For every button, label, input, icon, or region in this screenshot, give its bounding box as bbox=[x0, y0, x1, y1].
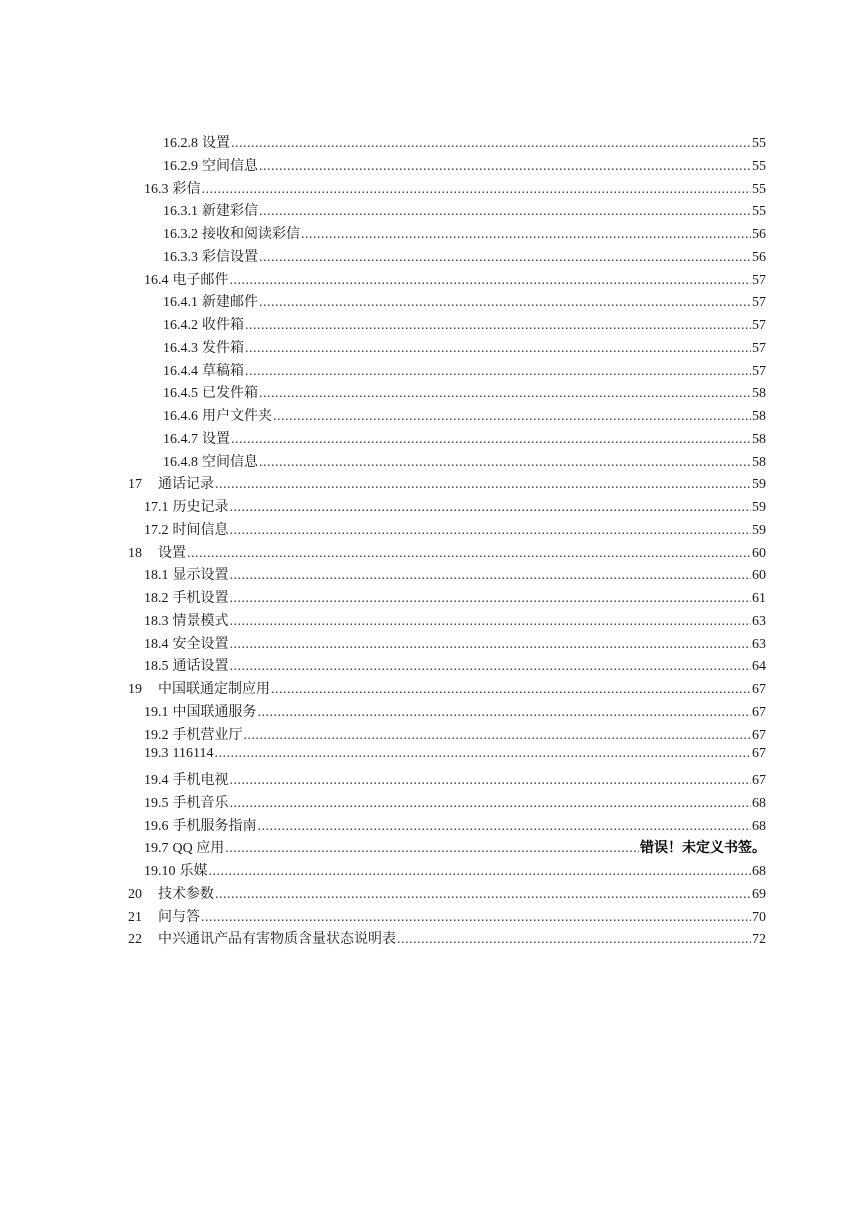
toc-entry[interactable] bbox=[128, 178, 766, 201]
toc-entry[interactable] bbox=[128, 155, 766, 178]
toc-dot-leader bbox=[202, 182, 752, 198]
toc-entry-number: 21 bbox=[128, 909, 142, 925]
toc-dot-leader bbox=[215, 887, 751, 903]
toc-entry-number: 16.2.9 bbox=[163, 158, 198, 174]
toc-page-number: 63 bbox=[752, 613, 766, 629]
toc-page-number: 55 bbox=[752, 136, 766, 151]
toc-entry-number: 17.1 bbox=[144, 500, 169, 515]
toc-entry-title: 发件箱 bbox=[202, 340, 244, 356]
toc-dot-leader bbox=[230, 591, 752, 607]
toc-entry[interactable] bbox=[128, 451, 766, 474]
toc-entry-title: 手机营业厅 bbox=[172, 727, 243, 743]
toc-entry-title: 设置 bbox=[202, 431, 230, 447]
toc-page-number: 67 bbox=[752, 682, 766, 697]
toc-entry-number: 16.3 bbox=[144, 181, 169, 197]
toc-entry-title: 收件箱 bbox=[202, 318, 244, 333]
toc-entry-title: 空间信息 bbox=[202, 454, 258, 470]
toc-page-number: 67 bbox=[752, 704, 766, 720]
toc-entry-number: 18.1 bbox=[144, 568, 169, 584]
toc-entry-number: 16.4.6 bbox=[163, 409, 198, 424]
toc-entry-title: 新建彩信 bbox=[202, 204, 258, 220]
toc-entry-number: 19 bbox=[128, 682, 142, 697]
toc-entry-number: 19.3 bbox=[144, 746, 169, 762]
toc-dot-leader bbox=[271, 682, 751, 698]
toc-entry-title: 彩信 bbox=[172, 181, 201, 197]
toc-entry[interactable] bbox=[128, 314, 766, 337]
toc-entry-number: 19.10 bbox=[144, 864, 176, 879]
toc-dot-leader bbox=[245, 318, 751, 334]
toc-dot-leader bbox=[230, 773, 752, 789]
toc-bookmark-error: 错误！未定义书签。 bbox=[640, 840, 766, 857]
toc-dot-leader bbox=[214, 746, 751, 762]
toc-page-number: 61 bbox=[752, 591, 766, 606]
toc-entry[interactable] bbox=[128, 337, 766, 360]
toc-entry-title: 手机音乐 bbox=[172, 795, 229, 811]
toc-dot-leader bbox=[259, 204, 751, 220]
toc-entry-title: 中国联通定制应用 bbox=[158, 682, 270, 697]
toc-entry-number: 16.2.8 bbox=[163, 136, 198, 151]
toc-entry-title: 电子邮件 bbox=[172, 272, 229, 288]
toc-entry-title: 时间信息 bbox=[172, 522, 229, 538]
toc-dot-leader bbox=[245, 341, 751, 357]
toc-entry-number: 18.3 bbox=[144, 613, 169, 629]
toc-entry-number: 18 bbox=[128, 545, 142, 561]
toc-entry-title: 显示设置 bbox=[172, 568, 229, 584]
toc-entry-title: 空间信息 bbox=[202, 158, 258, 174]
toc-page-number: 57 bbox=[752, 318, 766, 333]
toc-dot-leader bbox=[245, 364, 751, 380]
toc-entry-number: 18.2 bbox=[144, 591, 169, 606]
toc-dot-leader bbox=[230, 523, 752, 539]
toc-dot-leader bbox=[397, 932, 751, 948]
toc-entry-number: 19.7 bbox=[144, 841, 169, 857]
toc-entry[interactable] bbox=[128, 382, 766, 405]
toc-entry-number: 18.5 bbox=[144, 659, 169, 675]
toc-entry-title: 草稿箱 bbox=[202, 363, 244, 379]
toc-page-number: 59 bbox=[752, 500, 766, 515]
toc-dot-leader bbox=[273, 409, 751, 425]
toc-page-number: 55 bbox=[752, 204, 766, 220]
toc-page-number: 59 bbox=[752, 477, 766, 493]
toc-entry[interactable] bbox=[128, 792, 766, 815]
toc-entry-number: 16.3.2 bbox=[163, 227, 198, 242]
toc-dot-leader bbox=[259, 159, 751, 175]
toc-entry[interactable] bbox=[128, 837, 766, 860]
toc-page-number: 58 bbox=[752, 409, 766, 424]
toc-dot-leader bbox=[259, 295, 751, 311]
toc-page-number: 57 bbox=[752, 295, 766, 311]
toc-entry-title: 通话设置 bbox=[172, 659, 229, 675]
toc-entry-number: 22 bbox=[128, 932, 142, 948]
toc-entry[interactable] bbox=[128, 633, 766, 656]
toc-entry[interactable] bbox=[128, 542, 766, 565]
toc-entry-title: 已发件箱 bbox=[202, 386, 258, 402]
toc-entry-number: 16.4 bbox=[144, 272, 169, 288]
toc-entry-title: 116114 bbox=[172, 746, 214, 762]
toc-entry[interactable] bbox=[128, 610, 766, 633]
toc-entry[interactable] bbox=[128, 132, 766, 155]
toc-entry[interactable] bbox=[128, 815, 766, 838]
toc-page-number: 60 bbox=[752, 545, 766, 561]
toc-entry-number: 19.1 bbox=[144, 704, 169, 720]
toc-dot-leader bbox=[230, 273, 752, 289]
toc-entry-title: 中兴通讯产品有害物质含量状态说明表 bbox=[158, 932, 396, 948]
toc-entry[interactable] bbox=[128, 701, 766, 724]
toc-entry-number: 16.4.2 bbox=[163, 318, 198, 333]
toc-dot-leader bbox=[230, 659, 752, 675]
toc-page-number: 58 bbox=[752, 454, 766, 470]
toc-entry-title: 设置 bbox=[158, 545, 186, 561]
toc-page-number: 55 bbox=[752, 181, 766, 197]
toc-dot-leader bbox=[201, 910, 751, 926]
toc-entry-number: 19.2 bbox=[144, 727, 169, 743]
toc-dot-leader bbox=[230, 637, 752, 653]
toc-entry-title: 接收和阅读彩信 bbox=[202, 227, 300, 242]
toc-entry[interactable] bbox=[128, 746, 766, 769]
toc-entry-number: 19.6 bbox=[144, 818, 169, 834]
toc-page-number: 60 bbox=[752, 568, 766, 584]
toc-dot-leader bbox=[231, 136, 751, 152]
toc-entry[interactable] bbox=[128, 496, 766, 519]
toc-entry[interactable] bbox=[128, 587, 766, 610]
toc-entry[interactable] bbox=[128, 564, 766, 587]
toc-entry-number: 16.4.8 bbox=[163, 454, 198, 470]
toc-entry-title: 设置 bbox=[202, 136, 230, 151]
toc-entry-number: 16.4.7 bbox=[163, 431, 198, 447]
toc-page-number: 67 bbox=[752, 773, 766, 788]
toc-page-number: 68 bbox=[752, 818, 766, 834]
toc-entry-title: 历史记录 bbox=[172, 500, 229, 515]
toc-page-number: 68 bbox=[752, 795, 766, 811]
toc-dot-leader bbox=[231, 432, 751, 448]
toc-entry-title: 安全设置 bbox=[172, 636, 229, 652]
toc-page-number: 57 bbox=[752, 363, 766, 379]
toc-entry[interactable] bbox=[128, 473, 766, 496]
toc-entry[interactable] bbox=[128, 291, 766, 314]
toc-dot-leader bbox=[259, 386, 751, 402]
toc-page-number: 67 bbox=[752, 727, 766, 743]
toc-page-number: 70 bbox=[752, 909, 766, 925]
toc-entry-title: 情景模式 bbox=[172, 613, 229, 629]
toc-entry[interactable] bbox=[128, 405, 766, 428]
toc-entry[interactable] bbox=[128, 928, 766, 951]
toc-entry-title: 问与答 bbox=[158, 909, 200, 925]
toc-entry[interactable] bbox=[128, 223, 766, 246]
toc-dot-leader bbox=[258, 819, 752, 835]
toc-entry-number: 16.4.3 bbox=[163, 340, 198, 356]
toc-entry-title: 用户文件夹 bbox=[202, 409, 272, 424]
toc-dot-leader bbox=[259, 455, 751, 471]
toc-entry-title: 通话记录 bbox=[158, 477, 214, 493]
toc-entry-title: 技术参数 bbox=[158, 886, 214, 902]
toc-page-number: 63 bbox=[752, 636, 766, 652]
toc-entry-title: QQ 应用 bbox=[172, 841, 225, 857]
toc-dot-leader bbox=[225, 841, 639, 857]
toc-entry-number: 19.4 bbox=[144, 773, 169, 788]
toc-entry-number: 16.3.3 bbox=[163, 249, 198, 265]
toc-dot-leader bbox=[230, 568, 752, 584]
toc-page-number: 72 bbox=[752, 932, 766, 948]
toc-page-number: 69 bbox=[752, 886, 766, 902]
toc-entry-title: 手机设置 bbox=[172, 591, 229, 606]
table-of-contents bbox=[128, 132, 766, 951]
toc-page-number: 64 bbox=[752, 659, 766, 675]
toc-entry-number: 16.4.1 bbox=[163, 295, 198, 311]
toc-page-number: 68 bbox=[752, 864, 766, 879]
toc-entry-title: 乐媒 bbox=[179, 864, 208, 879]
toc-entry-number: 16.4.5 bbox=[163, 386, 198, 402]
toc-entry[interactable] bbox=[128, 655, 766, 678]
toc-page-number: 58 bbox=[752, 431, 766, 447]
toc-entry[interactable] bbox=[128, 883, 766, 906]
toc-entry-number: 18.4 bbox=[144, 636, 169, 652]
toc-entry-number: 16.4.4 bbox=[163, 363, 198, 379]
toc-page-number: 58 bbox=[752, 386, 766, 402]
toc-entry-title: 彩信设置 bbox=[202, 249, 258, 265]
toc-page-number: 56 bbox=[752, 249, 766, 265]
toc-entry[interactable] bbox=[128, 906, 766, 929]
toc-page-number: 57 bbox=[752, 272, 766, 288]
toc-entry[interactable] bbox=[128, 246, 766, 269]
toc-entry-number: 17.2 bbox=[144, 522, 169, 538]
toc-dot-leader bbox=[258, 705, 752, 721]
toc-dot-leader bbox=[230, 614, 752, 630]
toc-entry[interactable] bbox=[128, 360, 766, 383]
toc-entry-number: 20 bbox=[128, 886, 142, 902]
toc-entry[interactable] bbox=[128, 519, 766, 542]
toc-entry[interactable] bbox=[128, 724, 766, 747]
toc-entry-number: 19.5 bbox=[144, 795, 169, 811]
toc-entry-title: 手机服务指南 bbox=[172, 818, 257, 834]
toc-entry-number: 16.3.1 bbox=[163, 204, 198, 220]
toc-entry-title: 手机电视 bbox=[172, 773, 229, 788]
toc-page-number: 57 bbox=[752, 340, 766, 356]
toc-page-number: 56 bbox=[752, 227, 766, 242]
toc-page-number: 67 bbox=[752, 746, 766, 762]
toc-entry-number: 17 bbox=[128, 477, 142, 493]
toc-entry[interactable] bbox=[128, 428, 766, 451]
toc-entry[interactable] bbox=[128, 269, 766, 292]
toc-entry[interactable] bbox=[128, 678, 766, 701]
toc-entry[interactable] bbox=[128, 200, 766, 223]
toc-dot-leader bbox=[301, 227, 751, 243]
toc-page-number: 55 bbox=[752, 158, 766, 174]
toc-entry-title: 中国联通服务 bbox=[172, 704, 257, 720]
toc-page-number: 59 bbox=[752, 522, 766, 538]
toc-dot-leader bbox=[244, 728, 752, 744]
toc-dot-leader bbox=[259, 250, 751, 266]
toc-dot-leader bbox=[187, 546, 751, 562]
toc-entry-title: 新建邮件 bbox=[202, 295, 258, 311]
toc-dot-leader bbox=[230, 500, 752, 516]
toc-dot-leader bbox=[209, 864, 752, 880]
toc-dot-leader bbox=[230, 796, 752, 812]
toc-dot-leader bbox=[215, 477, 751, 493]
toc-entry[interactable] bbox=[128, 860, 766, 883]
toc-entry[interactable] bbox=[128, 769, 766, 792]
